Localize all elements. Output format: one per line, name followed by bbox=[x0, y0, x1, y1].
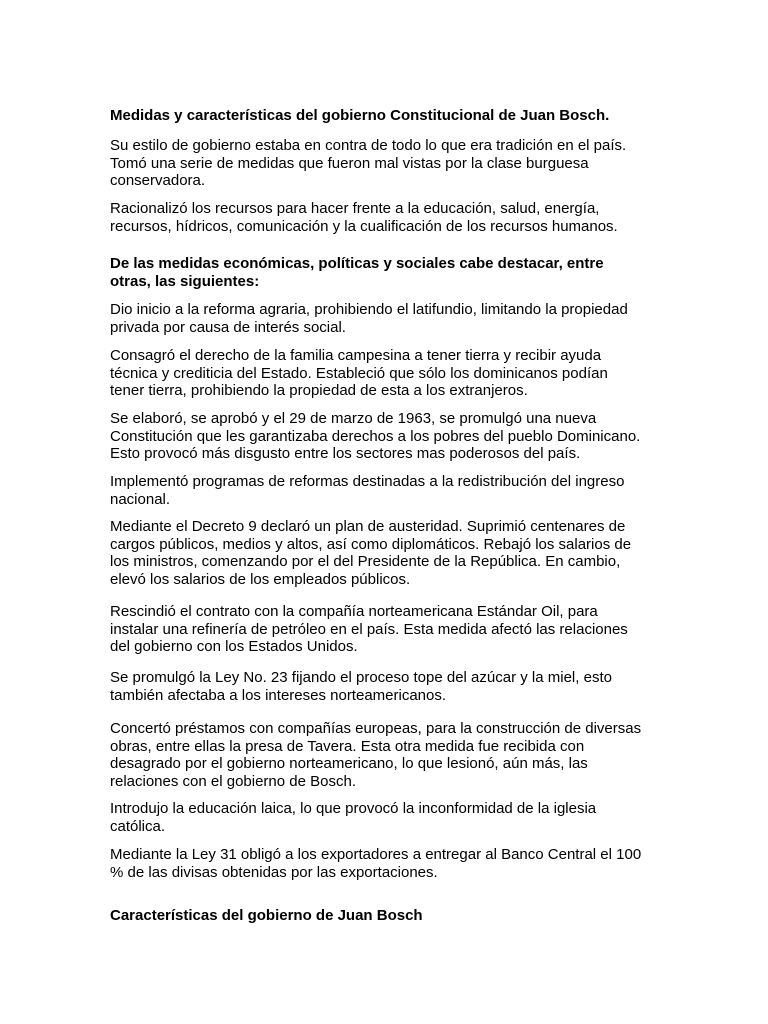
heading-medidas-economicas: De las medidas económicas, políticas y sociales cabe destacar, entre otras, las siguientes: bbox=[110, 255, 604, 290]
paragraph-educacion-laica: Introdujo la educación laica, lo que provocó la inconformidad de la iglesia católica. bbox=[110, 800, 597, 835]
paragraph-familia-campesina: Consagró el derecho de la familia campesina a tener tierra y recibir ayuda técnica y crediticia del Estado. Estableció que sólo los dominicanos podían tener tierra, prohibiendo la propiedad de esta a los extranjeros. bbox=[110, 347, 608, 399]
document-page bbox=[110, 0, 670, 1024]
paragraph-constitucion: Se elaboró, se aprobó y el 29 de marzo de 1963, se promulgó una nueva Constitución que les garantizaba derechos a los pobres del pueblo Dominicano. Esto provocó más disgusto entre los sectores mas poderosos del país. bbox=[110, 410, 641, 462]
paragraph-redistribucion: Implementó programas de reformas destinadas a la redistribución del ingreso nacional. bbox=[110, 473, 625, 508]
paragraph-decreto-9: Mediante el Decreto 9 declaró un plan de austeridad. Suprimió centenares de cargos públicos, medios y altos, así como diplomáticos. Rebajó los salarios de los ministros, comenzando por el del Presidente de la República. En cambio, elevó los salarios de los empleados públicos. bbox=[110, 518, 632, 588]
heading-caracteristicas-gobierno: Características del gobierno de Juan Bosch bbox=[110, 907, 423, 924]
paragraph-ley-31: Mediante la Ley 31 obligó a los exportadores a entregar al Banco Central el 100 % de las divisas obtenidas por las exportaciones. bbox=[110, 846, 642, 881]
paragraph-reforma-agraria: Dio inicio a la reforma agraria, prohibiendo el latifundio, limitando la propiedad privada por causa de interés social. bbox=[110, 301, 628, 336]
paragraph-prestamos: Concertó préstamos con compañías europeas, para la construcción de diversas obras, entre ellas la presa de Tavera. Esta otra medida fue recibida con desagrado por el gobierno norteamericano, lo que lesionó, aún más, las relaciones con el gobierno de Bosch. bbox=[110, 720, 642, 790]
paragraph-estilo-gobierno: Su estilo de gobierno estaba en contra de todo lo que era tradición en el país. Tomó una serie de medidas que fueron mal vistas por la clase burguesa conservadora. bbox=[110, 137, 627, 189]
heading-medidas-caracteristicas: Medidas y características del gobierno Constitucional de Juan Bosch. bbox=[110, 107, 610, 124]
paragraph-recursos: Racionalizó los recursos para hacer frente a la educación, salud, energía, recursos, hídricos, comunicación y la cualificación de los recursos humanos. bbox=[110, 200, 618, 235]
paragraph-ley-23: Se promulgó la Ley No. 23 fijando el proceso tope del azúcar y la miel, esto también afectaba a los intereses norteamericanos. bbox=[110, 669, 612, 704]
paragraph-estandar-oil: Rescindió el contrato con la compañía norteamericana Estándar Oil, para instalar una refinería de petróleo en el país. Esta medida afectó las relaciones del gobierno con los Estados Unidos. bbox=[110, 603, 628, 655]
